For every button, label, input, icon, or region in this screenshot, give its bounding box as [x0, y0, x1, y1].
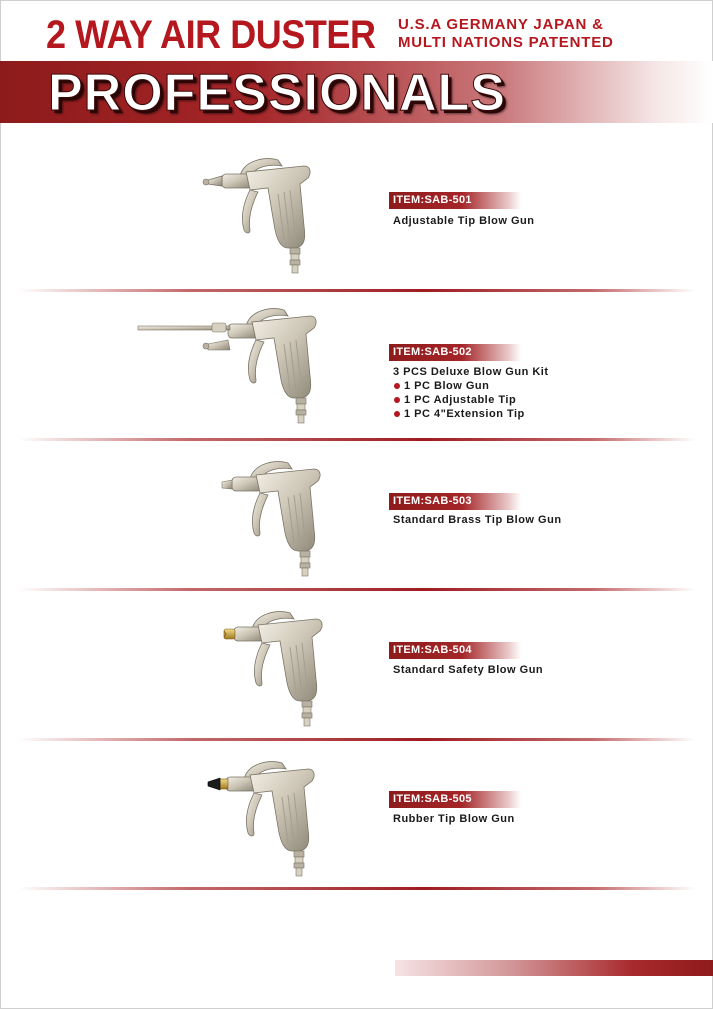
- kit-title: 3 PCS Deluxe Blow Gun Kit: [393, 366, 549, 378]
- page-title: 2 WAY AIR DUSTER: [46, 13, 376, 57]
- standard-brass-tip-blow-gun-image: [210, 457, 340, 581]
- product-sab-502: [0, 300, 713, 450]
- item-description: Standard Safety Blow Gun: [393, 664, 544, 676]
- divider: [18, 887, 695, 890]
- adjustable-tip-blow-gun-image: [200, 154, 330, 278]
- item-description: Rubber Tip Blow Gun: [393, 813, 515, 825]
- item-description: Adjustable Tip Blow Gun: [393, 215, 535, 227]
- divider: [18, 588, 695, 591]
- rubber-tip-blow-gun-image: [204, 757, 334, 881]
- item-code: ITEM:SAB-505: [389, 791, 521, 808]
- footer-bar: [395, 960, 713, 976]
- product-sab-503: [0, 455, 713, 605]
- patent-line-2: MULTI NATIONS PATENTED: [398, 34, 614, 51]
- item-code: ITEM:SAB-502: [389, 344, 521, 361]
- item-code: ITEM:SAB-504: [389, 642, 521, 659]
- list-item: 1 PC Adjustable Tip: [393, 393, 549, 407]
- item-code: ITEM:SAB-501: [389, 192, 521, 209]
- standard-safety-blow-gun-image: [212, 607, 342, 731]
- patent-notice: [398, 16, 614, 52]
- divider: [18, 438, 695, 441]
- deluxe-blow-gun-kit-image: [136, 304, 336, 428]
- product-sab-505: [0, 753, 713, 903]
- product-sab-501: [0, 150, 713, 300]
- patent-line-1: U.S.A GERMANY JAPAN &: [398, 16, 604, 33]
- item-description: Standard Brass Tip Blow Gun: [393, 514, 562, 526]
- item-code: ITEM:SAB-503: [389, 493, 521, 510]
- list-item: 1 PC 4"Extension Tip: [393, 407, 549, 421]
- kit-contents-list: [393, 379, 549, 421]
- divider: [18, 738, 695, 741]
- banner-title: PROFESSIONALS: [48, 64, 506, 122]
- divider: [18, 289, 695, 292]
- item-description: [393, 365, 549, 421]
- product-sab-504: [0, 605, 713, 755]
- list-item: 1 PC Blow Gun: [393, 379, 549, 393]
